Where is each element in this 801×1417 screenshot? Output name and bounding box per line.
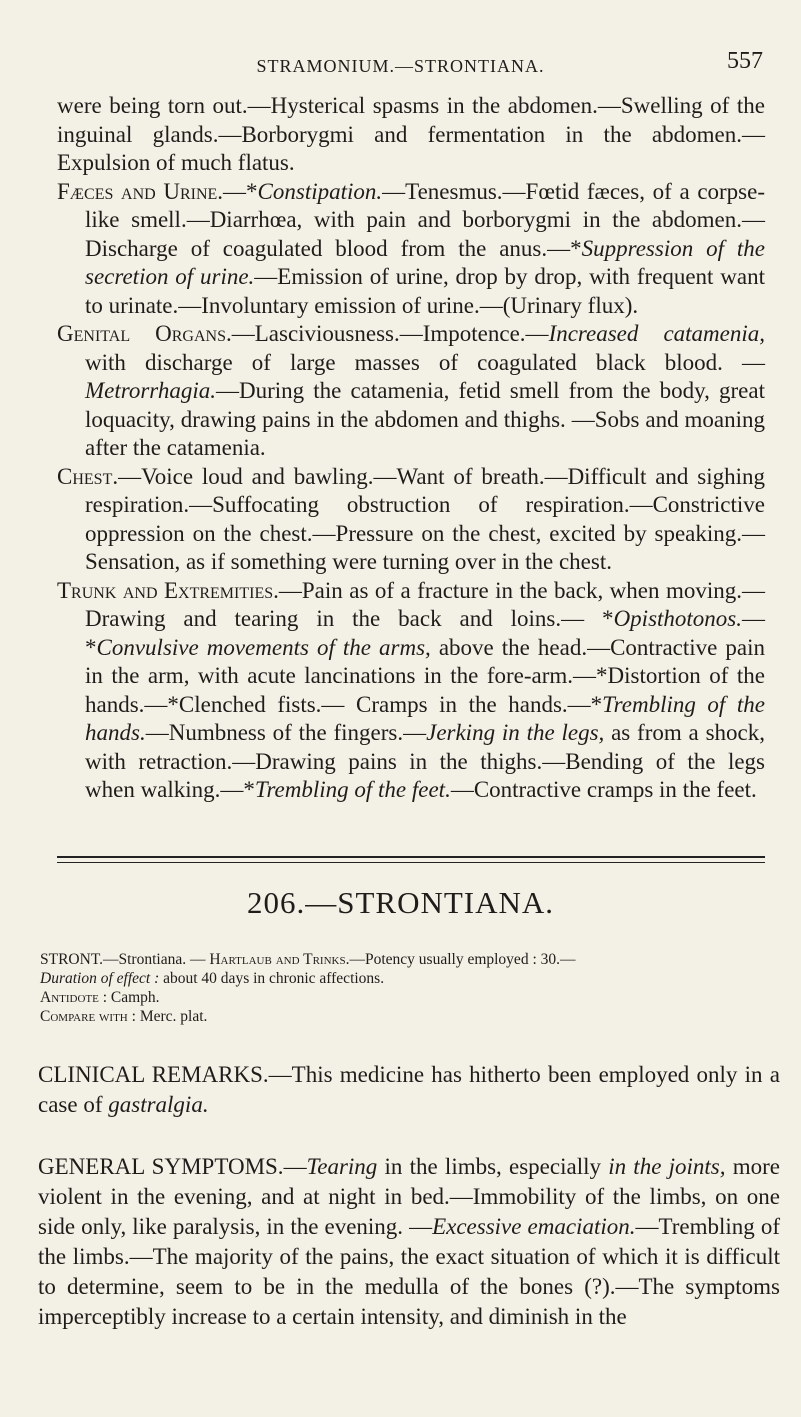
trunk-heading: Trunk and Extremities. — [57, 577, 279, 603]
trunk-italic-1: Opisthotonos. — [613, 606, 742, 631]
section-divider-thick — [57, 856, 765, 858]
general-heading: GENERAL SYMPTOMS. — [38, 1154, 284, 1179]
clinical-heading: CLINICAL REMARKS. — [38, 1062, 269, 1087]
trunk-text-d: —Numbness of the fingers.— — [145, 720, 427, 745]
genital-heading: Genital Organs. — [57, 321, 232, 346]
antidote-text: Camph. — [107, 989, 160, 1006]
genital-section — [57, 320, 765, 463]
stront-text-b: —Potency usually employed : 30.— — [349, 951, 576, 968]
chest-section — [57, 463, 765, 577]
faeces-section — [57, 178, 765, 321]
clinical-text: —This medicine has hitherto been employed only in a case of — [38, 1062, 780, 1117]
trunk-section — [57, 577, 765, 805]
general-italic-3: Excessive emaciation. — [432, 1214, 636, 1239]
antidote-label: Antidote : — [40, 989, 108, 1006]
trunk-text-b: —* — [85, 606, 765, 660]
general-italic-1: Tearing — [306, 1154, 378, 1179]
general-symptoms — [38, 1152, 780, 1332]
section-divider-thin — [57, 862, 765, 863]
faeces-heading: Fæces and Urine. — [57, 178, 224, 204]
general-text-b: in the limbs, especially — [377, 1154, 609, 1179]
stront-text-a: STRONT.—Strontiana. — — [40, 951, 210, 968]
antidote-line — [40, 988, 780, 1007]
general-text-a: — — [283, 1154, 307, 1179]
faeces-italic-1: Constipation. — [257, 178, 383, 204]
genital-italic-2: Metrorrhagia. — [85, 378, 216, 403]
chest-text: —Voice loud and bawling.—Want of breath.—Difficult and sighing respiration.—Suffocating obstruction of respiration.—Constrictive oppression on the chest.—Pressure on the chest, excited by speaking.—Sensation, as if something were turning over in the chest. — [85, 463, 765, 574]
genital-text-c: —During the catamenia, fetid smell from the body, great loquacity, drawing pains in the abdomen and thighs. —Sobs and moaning after the catamenia. — [85, 378, 765, 460]
general-italic-2: in the joints, — [608, 1154, 726, 1179]
compare-text: Merc. plat. — [135, 1008, 208, 1025]
faeces-text-b: —Tenesmus.—Fœtid fæces, of a corpse-like smell.—Diarrhœa, with pain and borborygmi in the abdomen.—Discharge of coagulated blood from the anus.—* — [85, 178, 765, 261]
intro-text: were being torn out.—Hysterical spasms in the abdomen.—Swelling of the inguinal glands.—Borborygmi and fermentation in the abdomen.—Expulsion of much flatus. — [57, 93, 765, 175]
intro-paragraph — [57, 92, 765, 178]
trunk-italic-2: Convulsive movements of the arms, — [96, 634, 431, 660]
duration-line — [40, 969, 780, 988]
authors: Hartlaub and Trinks. — [209, 951, 350, 968]
clinical-italic: gastralgia. — [108, 1092, 209, 1117]
faeces-italic-2: Suppression of the secretion of urine. — [85, 235, 765, 289]
compare-line — [40, 1007, 780, 1026]
trunk-italic-3: Trembling of the hands. — [85, 691, 765, 745]
remedy-title: 206.—STRONTIANA. — [246, 885, 555, 920]
stront-line — [40, 950, 780, 969]
genital-text-a: —Lasciviousness.—Impotence.— — [231, 321, 549, 346]
remedy-metadata — [40, 950, 780, 1026]
compare-label: Compare with : — [40, 1008, 136, 1025]
genital-text-b: with discharge of large masses of coagulated black blood. — — [85, 349, 765, 375]
duration-label: Duration of effect : — [40, 970, 160, 987]
duration-text: about 40 days in chronic affections. — [159, 970, 385, 987]
general-text-d: —Trembling of the limbs.—The majority of the pains, the exact situation of which it is difficult to determine, seem to be in the medulla of the bones (?).—The symptoms imperceptibly increase to a certain intensity, and diminish in the — [38, 1214, 780, 1329]
trunk-italic-4: Jerking in the legs, — [426, 720, 605, 745]
clinical-remarks — [38, 1060, 780, 1120]
genital-italic-1: Increased catamenia, — [548, 321, 765, 346]
faeces-text-a: —* — [223, 178, 258, 204]
page-number: 557 — [727, 48, 763, 74]
running-head: STRAMONIUM.—STRONTIANA. — [256, 56, 545, 76]
trunk-text-a: —Pain as of a fracture in the back, when moving.—Drawing and tearing in the back and loins.— * — [85, 577, 765, 631]
chest-heading: Chest. — [57, 463, 119, 489]
general-text-c: more violent in the evening, and at night in bed.—Immobility of the limbs, on one side only, like paralysis, in the evening. — — [38, 1154, 780, 1239]
trunk-text-f: —Contractive cramps in the feet. — [450, 777, 757, 802]
faeces-text-c: —Emission of urine, drop by drop, with frequent want to urinate.—Involuntary emission of urine.—(Urinary flux). — [85, 264, 765, 318]
trunk-text-c: above the head.—Contractive pain in the arm, with acute lancinations in the fore-arm.—*Distortion of the hands.—*Clenched fists.— Cramps in the hands.—* — [85, 634, 765, 717]
stramonium-symptoms — [57, 92, 765, 805]
trunk-italic-5: Trembling of the feet. — [254, 777, 451, 802]
trunk-text-e: as from a shock, with retraction.—Drawing pains in the thighs.—Bending of the legs when walking.—* — [85, 720, 765, 802]
